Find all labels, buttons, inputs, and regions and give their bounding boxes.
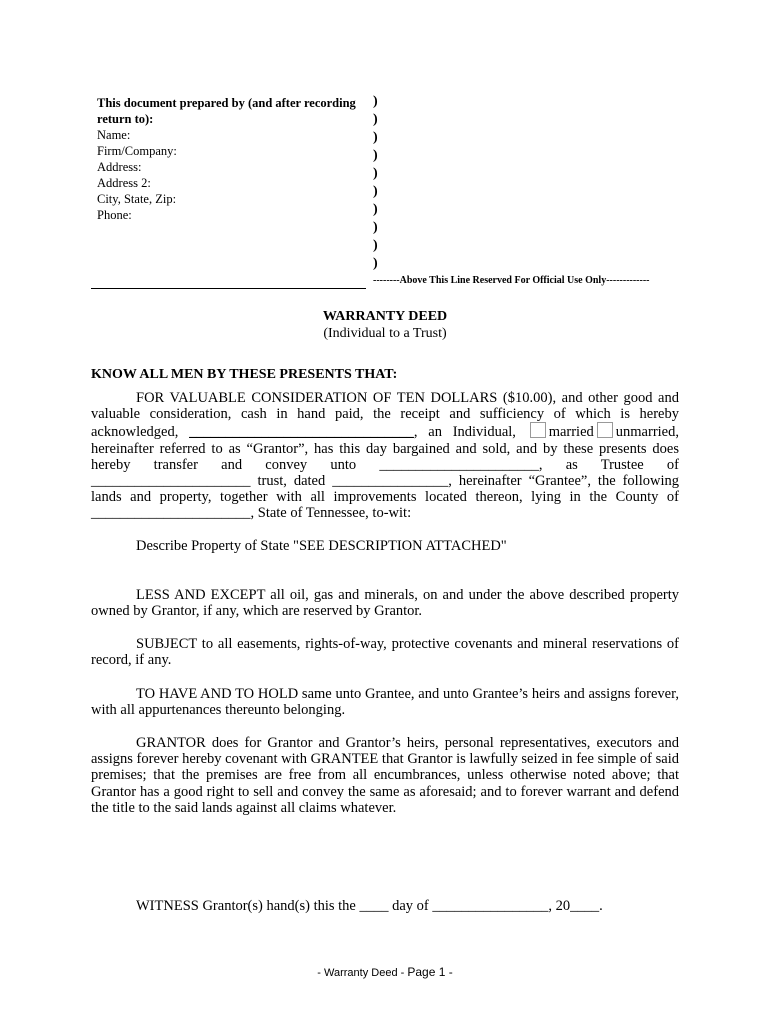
married-checkbox[interactable]: [530, 422, 546, 438]
grantor-blank[interactable]: _______________________________: [189, 424, 414, 441]
paren: ): [373, 94, 378, 109]
consideration-paragraph: [91, 390, 679, 522]
property-description: Describe Property of State "SEE DESCRIPTION ATTACHED": [136, 538, 507, 554]
paren: ): [373, 130, 378, 145]
field-address2: Address 2:: [97, 176, 151, 190]
paren-column: [373, 93, 387, 273]
unmarried-checkbox[interactable]: [597, 422, 613, 438]
unmarried-label: unmarried: [615, 424, 676, 441]
paren: ): [373, 220, 378, 235]
subject-paragraph: SUBJECT to all easements, rights-of-way, protective covenants and mineral reservations of record, if any.: [91, 636, 679, 669]
consideration-text: , hereinafter referred to as “Grantor”, has this day bargained and sold, and by these presents does hereby transfer and convey unto ______________________, as Trustee of ______________________ trust, dated ________________, hereinafter “Grantee”, the following lands and property, together with all improvements located thereon, lying in the County of ______________________, State of Tennessee, to-wit:: [91, 424, 679, 522]
footer-doc-name: - Warranty Deed -: [317, 967, 408, 979]
footer-page-number: Page 1 -: [407, 965, 453, 979]
page-footer: [0, 965, 770, 979]
consideration-text: , an Individual,: [413, 424, 527, 441]
recording-divider-line: [91, 288, 366, 289]
less-except-paragraph: LESS AND EXCEPT all oil, gas and minerals, on and under the above described property owned by Grantor, if any, which are reserved by Grantor.: [91, 587, 679, 620]
know-all-heading: KNOW ALL MEN BY THESE PRESENTS THAT:: [91, 367, 398, 382]
official-use-line: --------Above This Line Reserved For Official Use Only-------------: [373, 275, 650, 286]
paren: ): [373, 256, 378, 271]
witness-line: WITNESS Grantor(s) hand(s) this the ____ day of ________________, 20____.: [136, 898, 603, 914]
paren: ): [373, 202, 378, 217]
paren: ): [373, 238, 378, 253]
document-subtitle: (Individual to a Trust): [323, 326, 447, 341]
paren: ): [373, 148, 378, 163]
paren: ): [373, 112, 378, 127]
field-phone: Phone:: [97, 208, 132, 222]
field-firm: Firm/Company:: [97, 144, 177, 158]
paren: ): [373, 166, 378, 181]
warranty-covenant-paragraph: GRANTOR does for Grantor and Grantor’s heirs, personal representatives, executors and assigns forever hereby covenant with GRANTEE that Grantor is lawfully seized in fee simple of said premises; that the premises are free from all encumbrances, unless otherwise noted above; that Grantor has a good right to sell and convey the same as aforesaid; and to forever warrant and defend the title to the said lands against all claims whatever.: [91, 735, 679, 816]
field-name: Name:: [97, 128, 131, 142]
document-title: WARRANTY DEED: [322, 309, 448, 324]
paren: ): [373, 184, 378, 199]
married-label: married: [548, 424, 594, 441]
prepared-by-block: [97, 95, 367, 223]
prepared-by-heading: This document prepared by (and after recording return to):: [97, 96, 356, 126]
field-address: Address:: [97, 160, 142, 174]
habendum-paragraph: TO HAVE AND TO HOLD same unto Grantee, and unto Grantee’s heirs and assigns forever, with all appurtenances thereunto belonging.: [91, 686, 679, 719]
field-city-state-zip: City, State, Zip:: [97, 192, 177, 206]
consideration-text: FOR VALUABLE CONSIDERATION OF TEN DOLLARS ($10.00), and other good and valuable consideration, cash in hand paid, the receipt and sufficiency of which is hereby acknowledged,: [91, 390, 679, 441]
